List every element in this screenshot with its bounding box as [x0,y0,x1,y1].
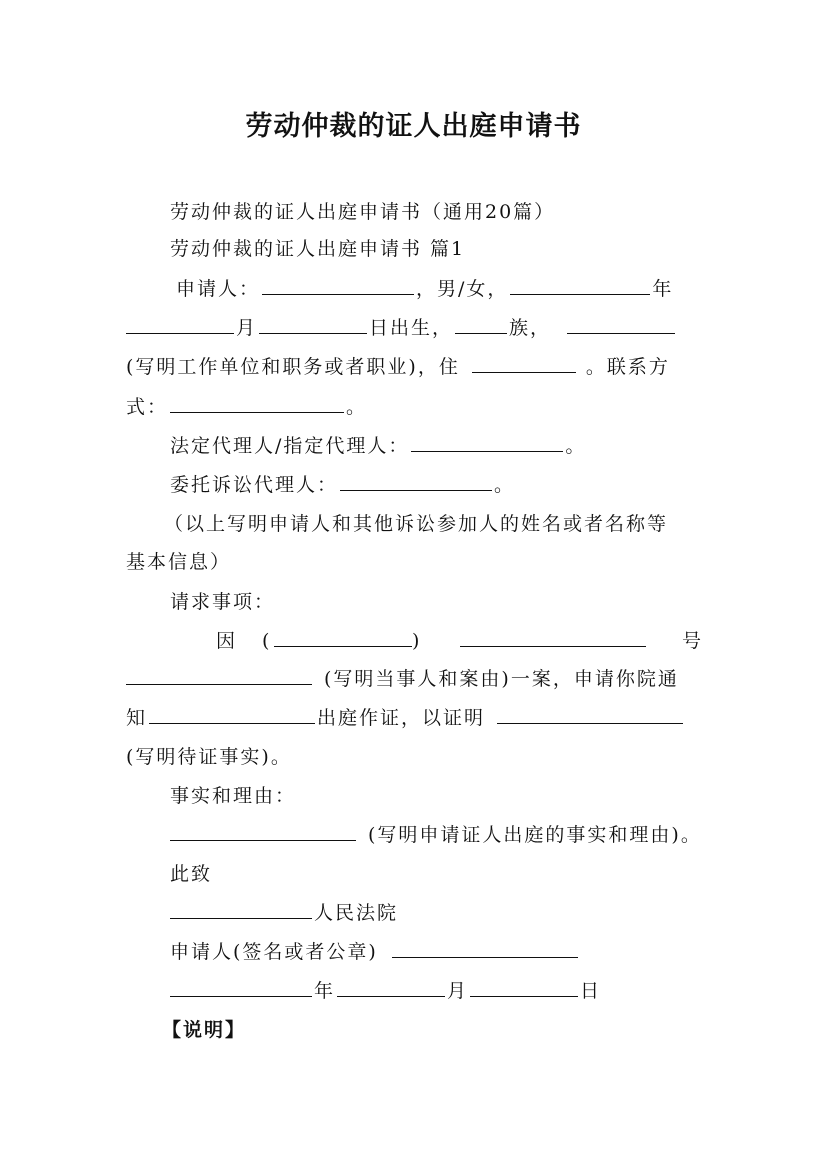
claims-line-2 [126,666,679,692]
number-text: 号 [682,630,704,652]
date-day-text: 日 [580,980,602,1002]
document-subtitle: 劳动仲裁的证人出庭申请书（通用20篇） [170,201,556,223]
date-day-blank [470,978,578,997]
agent-blank [340,472,492,491]
work-note: (写明工作单位和职务或者职业)，住 [126,356,460,378]
agent-end: 。 [494,474,516,496]
proof-blank [497,705,683,724]
ethnicity-text: 族， [509,317,552,339]
date-year-text: 年 [314,980,336,1002]
year-case-blank [274,628,412,647]
salutation: 此致 [170,863,213,885]
contact-blank [170,394,344,413]
birth-text: 日出生， [369,317,454,339]
applicant-label: 申请人： [176,278,261,300]
date-month-text: 月 [447,980,469,1002]
birth-year-blank [510,276,650,295]
witness-blank [149,705,315,724]
date-year-blank [170,978,312,997]
lparen-text: ( [262,630,272,652]
gender-text: ，男/女， [416,278,509,300]
date-line [170,978,601,1004]
agent-line [170,472,515,498]
rparen-text: ) [412,630,422,652]
explanation-heading: 【说明】 [162,1019,247,1041]
facts-note: (写明申请证人出庭的事实和理由)。 [368,824,702,846]
applicant-line-3 [126,354,670,380]
contact-period: 。 [346,396,368,418]
notify-text: 知 [126,707,148,729]
because-text: 因 [216,630,238,652]
contact-text-b: 式： [126,396,169,418]
ethnicity-blank [455,315,507,334]
case-number-blank [460,628,646,647]
legal-rep-line [170,433,586,459]
contact-text-a: 。联系方 [585,356,670,378]
applicant-line-2 [126,315,677,341]
signature-blank [392,939,578,958]
year-text: 年 [652,278,674,300]
legal-rep-label: 法定代理人/指定代理人： [170,435,410,457]
court-line [170,900,398,926]
month-text: 月 [236,317,258,339]
testify-text: 出庭作证，以证明 [317,707,486,729]
note-line-2: 基本信息） [126,551,232,573]
parties-blank [126,666,312,685]
birth-month-blank [126,315,234,334]
name-blank [262,276,414,295]
applicant-line-1 [176,276,673,302]
note-line-1: （以上写明申请人和其他诉讼参加人的姓名或者名称等 [164,513,669,535]
fact-note: (写明待证事实)。 [126,746,292,768]
facts-line [170,822,702,848]
claims-line-3 [126,705,685,731]
date-month-blank [337,978,445,997]
legal-rep-end: 。 [565,435,587,457]
court-text: 人民法院 [314,902,399,924]
legal-rep-blank [411,433,563,452]
workplace-blank [567,315,675,334]
document-title: 劳动仲裁的证人出庭申请书 [245,111,582,142]
signature-label: 申请人(签名或者公章) [170,941,378,963]
case-note: (写明当事人和案由)一案，申请你院通 [324,668,679,690]
facts-blank [170,822,356,841]
birth-day-blank [259,315,367,334]
applicant-line-4 [126,394,367,420]
facts-label: 事实和理由： [170,785,297,807]
signature-line [170,939,580,965]
claims-label: 请求事项： [170,591,276,613]
article-heading: 劳动仲裁的证人出庭申请书 篇1 [170,238,466,260]
address-blank [472,354,576,373]
agent-label: 委托诉讼代理人： [170,474,339,496]
court-blank [170,900,312,919]
